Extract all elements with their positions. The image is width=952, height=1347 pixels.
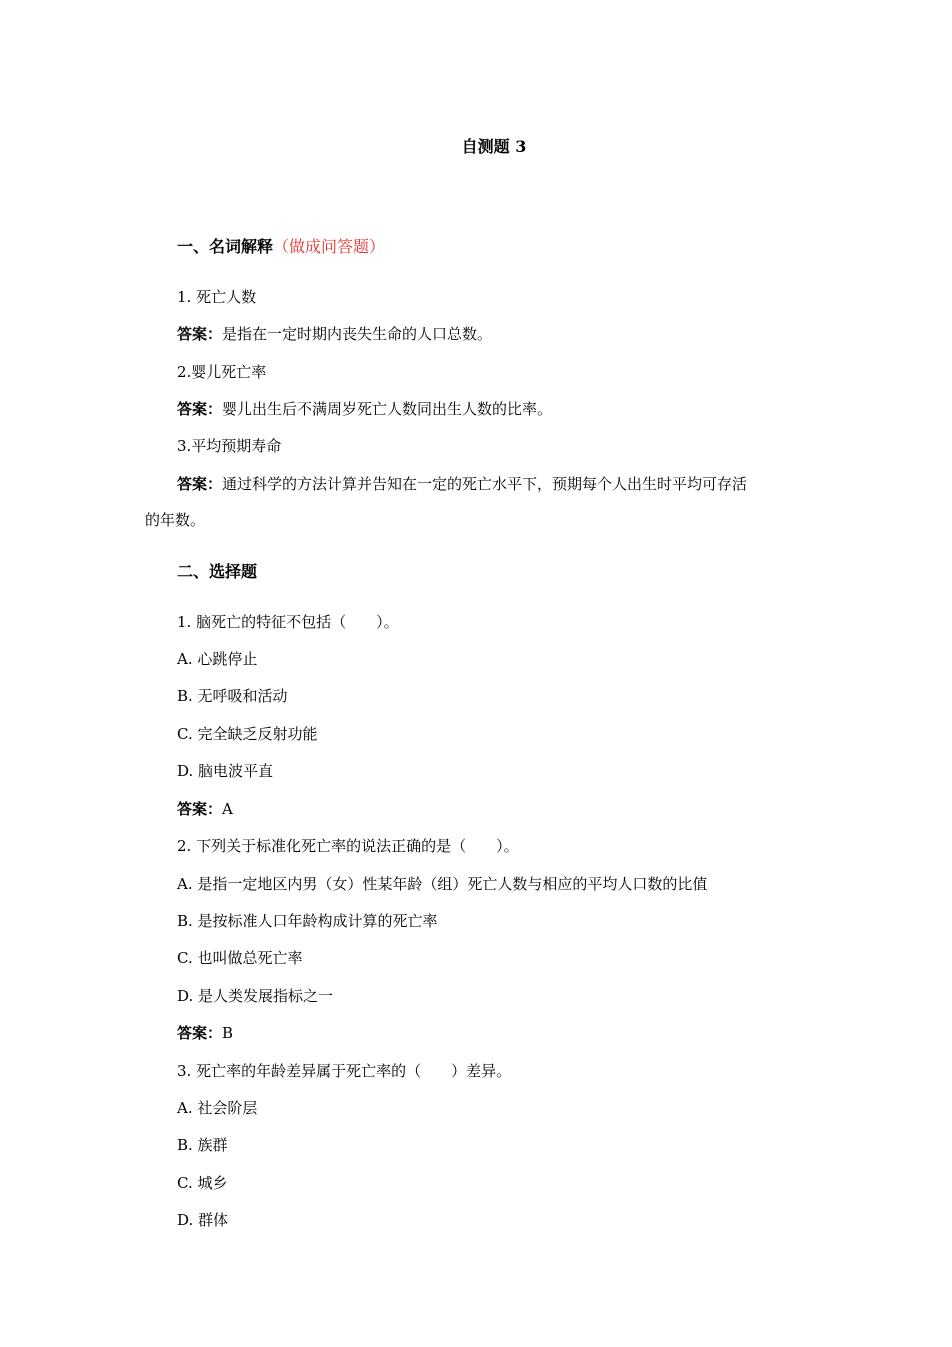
mc-question-2-option-a: A. 是指一定地区内男（女）性某年龄（组）死亡人数与相应的平均人口数的比值 — [177, 875, 708, 893]
term-answer-3-continued: 的年数。 — [145, 511, 206, 529]
mc-question-1-answer — [177, 798, 233, 820]
answer-label: 答案： — [177, 475, 223, 493]
document-title: 自测题 3 — [461, 137, 527, 156]
term-answer-1 — [177, 323, 492, 345]
mc-question-2-stem: 2. 下列关于标准化死亡率的说法正确的是（ ）。 — [177, 837, 519, 855]
mc-question-1-stem: 1. 脑死亡的特征不包括（ ）。 — [177, 613, 399, 631]
answer-label: 答案： — [177, 800, 223, 818]
mc-question-2-option-b: B. 是按标准人口年龄构成计算的死亡率 — [177, 912, 438, 930]
mc-question-2-answer — [177, 1022, 233, 1044]
answer-label: 答案： — [177, 1024, 223, 1042]
mc-question-1-option-b: B. 无呼吸和活动 — [177, 687, 288, 705]
term-answer-2 — [177, 398, 552, 420]
term-question-1: 1. 死亡人数 — [177, 288, 257, 306]
term-question-3: 3.平均预期寿命 — [177, 437, 282, 455]
answer-text: 通过科学的方法计算并告知在一定的死亡水平下，预期每个人出生时平均可存活 — [222, 475, 748, 493]
mc-question-2-option-d: D. 是人类发展指标之一 — [177, 987, 334, 1005]
term-question-2: 2.婴儿死亡率 — [177, 363, 267, 381]
mc-question-1-option-d: D. 脑电波平直 — [177, 762, 274, 780]
mc-question-3-option-d: D. 群体 — [177, 1211, 229, 1229]
mc-question-1-option-c: C. 完全缺乏反射功能 — [177, 725, 318, 743]
mc-question-1-option-a: A. 心跳停止 — [177, 650, 258, 668]
answer-value: A — [222, 800, 233, 818]
answer-text: 婴儿出生后不满周岁死亡人数同出生人数的比率。 — [222, 400, 553, 418]
answer-value: B — [222, 1024, 234, 1042]
mc-question-3-option-c: C. 城乡 — [177, 1174, 228, 1192]
section-1-note: （做成问答题） — [273, 237, 386, 256]
mc-question-2-option-c: C. 也叫做总死亡率 — [177, 949, 303, 967]
mc-question-3-option-b: B. 族群 — [177, 1136, 228, 1154]
answer-text: 是指在一定时期内丧失生命的人口总数。 — [222, 325, 493, 343]
answer-label: 答案： — [177, 325, 223, 343]
mc-question-3-stem: 3. 死亡率的年龄差异属于死亡率的（ ）差异。 — [177, 1062, 512, 1080]
mc-question-3-option-a: A. 社会阶层 — [177, 1099, 258, 1117]
section-1-heading-text: 一、名词解释 — [177, 237, 274, 256]
answer-label: 答案： — [177, 400, 223, 418]
section-2-heading: 二、选择题 — [177, 562, 258, 581]
section-1-heading — [177, 236, 385, 258]
term-answer-3 — [177, 473, 747, 495]
